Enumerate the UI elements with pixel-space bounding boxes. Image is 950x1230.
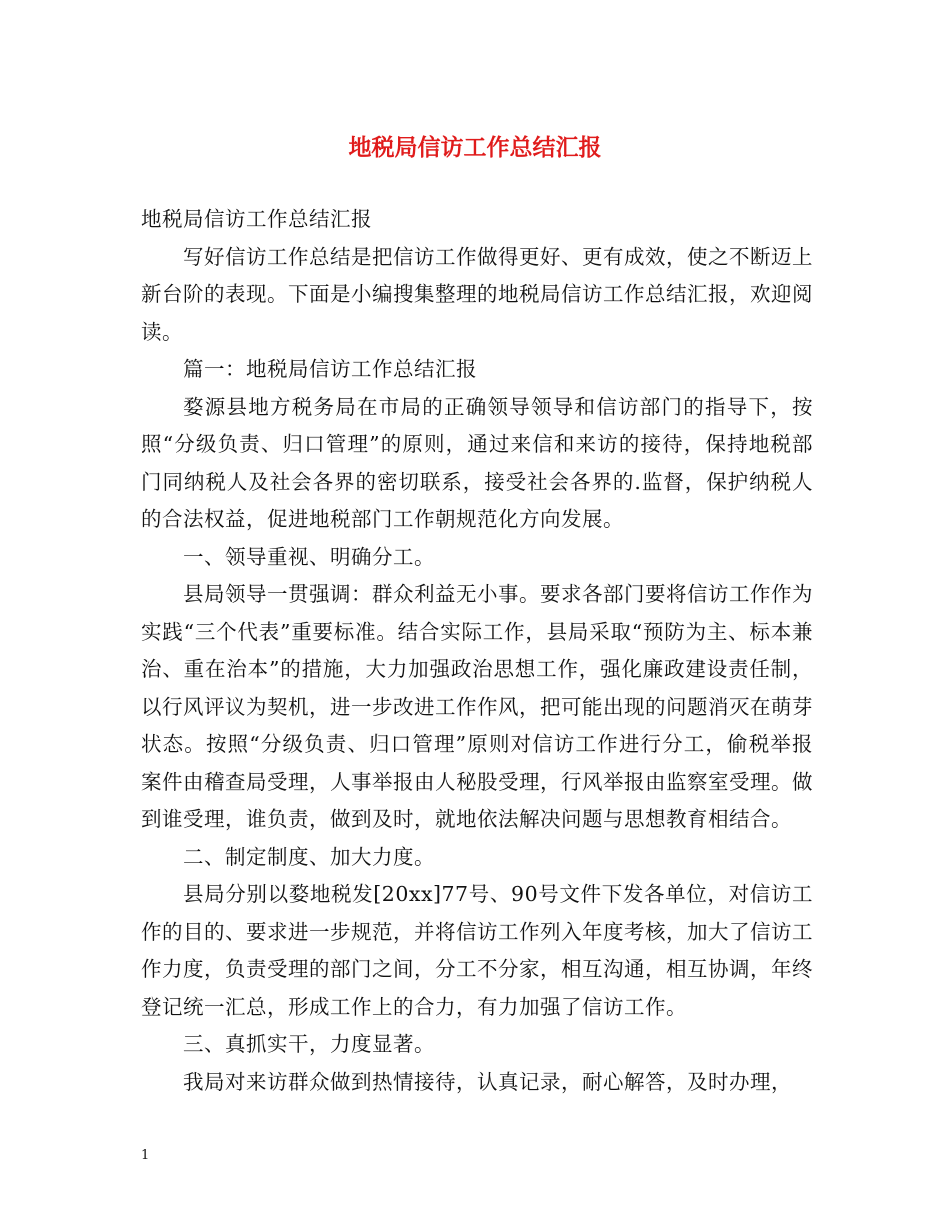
body-paragraph: 婺源县地方税务局在市局的正确领导领导和信访部门的指导下，按照“分级负责、归口管理”的原则，通过来信和来访的接待，保持地税部门同纳税人及社会各界的密切联系，接受社会各界的.监督，保护纳税人的合法权益，促进地税部门工作朝规范化方向发展。 [141, 394, 813, 531]
body-heading: 地税局信访工作总结汇报 [141, 207, 372, 231]
section-heading: 篇一：地税局信访工作总结汇报 [183, 357, 477, 381]
subsection-heading: 一、领导重视、明确分工。 [183, 544, 435, 569]
intro-paragraph: 写好信访工作总结是把信访工作做得更好、更有成效，使之不断迈上新台阶的表现。下面是小编搜集整理的地税局信访工作总结汇报，欢迎阅读。 [141, 244, 813, 344]
body-paragraph: 县局领导一贯强调：群众利益无小事。要求各部门要将信访工作作为实践“三个代表”重要标准。结合实际工作，县局采取“预防为主、标本兼治、重在治本”的措施，大力加强政治思想工作，强化廉政建设责任制，以行风评议为契机，进一步改进工作作风，把可能出现的问题消灭在萌芽状态。按照“分级负责、归口管理”原则对信访工作进行分工，偷税举报案件由稽查局受理，人事举报由人秘股受理，行风举报由监察室受理。做到谁受理，谁负责，做到及时，就地依法解决问题与思想教育相结合。 [141, 582, 813, 831]
document-title: 地税局信访工作总结汇报 [348, 135, 602, 161]
subsection-heading: 三、真抓实干，力度显著。 [183, 1032, 435, 1056]
page-number: 1 [141, 1148, 150, 1163]
body-paragraph: 我局对来访群众做到热情接待，认真记录，耐心解答，及时办理， [183, 1069, 792, 1094]
subsection-heading: 二、制定制度、加大力度。 [183, 844, 435, 869]
document-body [141, 201, 813, 1101]
body-paragraph: 县局分别以婺地税发[20xx]77号、90号文件下发各单位，对信访工作的目的、要求进一步规范，并将信访工作列入年度考核，加大了信访工作力度，负责受理的部门之间，分工不分家，相互沟通，相互协调，年终登记统一汇总，形成工作上的合力，有力加强了信访工作。 [141, 882, 813, 1019]
